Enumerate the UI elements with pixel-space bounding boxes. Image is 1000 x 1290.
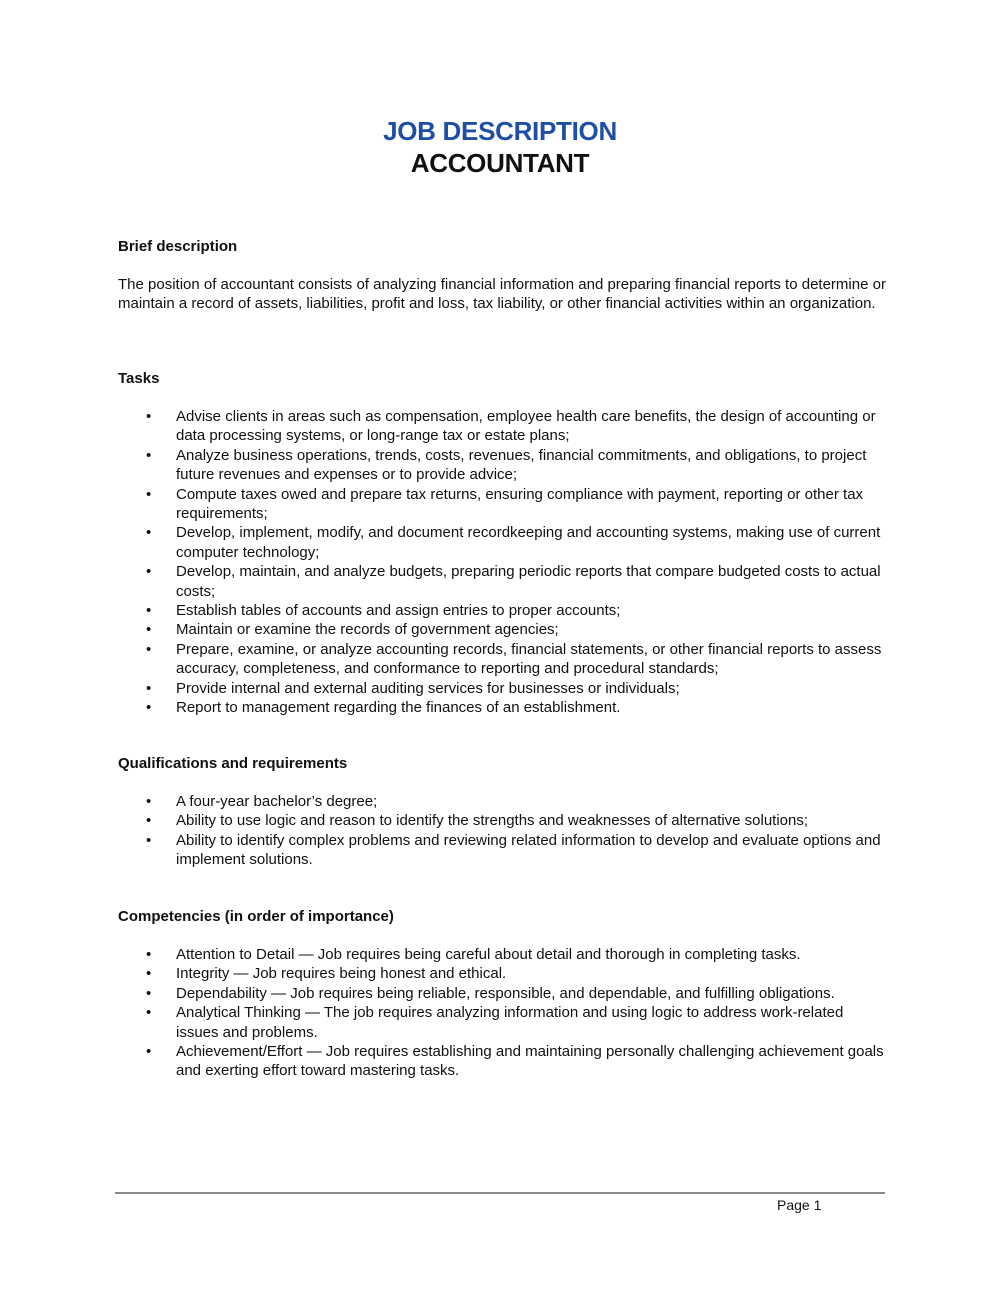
qualification-item <box>118 831 888 870</box>
competency-text: Analytical Thinking — The job requires analyzing information and using logic to address work-related issues and problems. <box>176 1004 844 1041</box>
competency-text: Dependability — Job requires being reliable, responsible, and dependable, and fulfilling obligations. <box>176 984 835 1002</box>
competency-text: Achievement/Effort — Job requires establishing and maintaining personally challenging achievement goals and exerting effort toward mastering tasks. <box>176 1043 884 1080</box>
bullet-icon: • <box>146 408 152 425</box>
task-item <box>118 640 888 679</box>
task-text: Develop, implement, modify, and document recordkeeping and accounting systems, making use of current computer technology; <box>176 524 881 561</box>
brief-description-text: The position of accountant consists of analyzing financial information and preparing financial reports to determine or maintain a record of assets, liabilities, profit and loss, tax liability, or other financial activities within an organization. <box>118 276 886 313</box>
competencies-list <box>118 945 888 1081</box>
competency-text: Attention to Detail — Job requires being careful about detail and thorough in completing tasks. <box>176 946 801 963</box>
task-text: Provide internal and external auditing services for businesses or individuals; <box>176 679 680 697</box>
task-text: Analyze business operations, trends, costs, revenues, financial commitments, and obligations, to project future revenues and expenses or to provide advice; <box>176 446 867 484</box>
bullet-icon: • <box>146 563 152 581</box>
bullet-icon: • <box>146 984 152 1002</box>
bullet-icon: • <box>146 812 152 830</box>
task-text: Establish tables of accounts and assign entries to proper accounts; <box>176 602 621 620</box>
tasks-heading: Tasks <box>118 370 160 387</box>
job-title: ACCOUNTANT <box>410 148 590 178</box>
competency-item <box>118 1003 888 1042</box>
task-text: Report to management regarding the finances of an establishment. <box>176 699 621 717</box>
task-item <box>118 407 888 446</box>
document-title: JOB DESCRIPTION <box>383 116 617 146</box>
bullet-icon: • <box>146 621 152 639</box>
qualification-text: Ability to identify complex problems and reviewing related information to develop and evaluate options and implement solutions. <box>176 831 881 869</box>
qualifications-list <box>118 792 888 870</box>
footer-divider <box>115 1192 885 1194</box>
bullet-icon: • <box>146 446 152 464</box>
bullet-icon: • <box>146 679 152 697</box>
task-item <box>118 679 888 698</box>
task-item <box>118 601 888 620</box>
bullet-icon: • <box>146 485 152 503</box>
bullet-icon: • <box>146 640 152 658</box>
competency-item <box>118 945 888 964</box>
competencies-heading: Competencies (in order of importance) <box>118 908 394 925</box>
competency-item <box>118 984 888 1003</box>
task-item <box>118 523 888 562</box>
competency-item <box>118 964 888 983</box>
brief-description-heading: Brief description <box>118 238 238 255</box>
bullet-icon: • <box>146 1004 152 1022</box>
competency-item <box>118 1042 888 1081</box>
bullet-icon: • <box>146 946 152 963</box>
qualifications-heading: Qualifications and requirements <box>118 755 348 772</box>
task-item <box>118 698 888 717</box>
competency-text: Integrity — Job requires being honest and ethical. <box>176 965 507 983</box>
task-item <box>118 562 888 601</box>
bullet-icon: • <box>146 699 152 717</box>
task-item <box>118 620 888 639</box>
task-text: Prepare, examine, or analyze accounting records, financial statements, or other financial reports to assess accuracy, completeness, and conformance to reporting and procedural standards; <box>176 640 882 678</box>
bullet-icon: • <box>146 965 152 983</box>
task-item <box>118 446 888 485</box>
page-number: Page 1 <box>777 1197 822 1213</box>
qualification-text: Ability to use logic and reason to identify the strengths and weaknesses of alternative solutions; <box>176 812 809 830</box>
bullet-icon: • <box>146 602 152 620</box>
bullet-icon: • <box>146 831 152 849</box>
qualification-item <box>118 792 888 811</box>
task-text: Maintain or examine the records of government agencies; <box>176 621 559 639</box>
title-block <box>0 115 1000 179</box>
bullet-icon: • <box>146 1043 152 1061</box>
qualification-item <box>118 811 888 830</box>
task-text: Advise clients in areas such as compensation, employee health care benefits, the design of accounting or data processing systems, or long-range tax or estate plans; <box>176 408 876 445</box>
qualification-text: A four-year bachelor’s degree; <box>176 793 378 810</box>
tasks-list <box>118 407 888 718</box>
task-item <box>118 485 888 524</box>
bullet-icon: • <box>146 524 152 542</box>
task-text: Develop, maintain, and analyze budgets, preparing periodic reports that compare budgeted costs to actual costs; <box>176 563 881 600</box>
bullet-icon: • <box>146 793 152 810</box>
task-text: Compute taxes owed and prepare tax returns, ensuring compliance with payment, reporting or other tax requirements; <box>176 485 864 523</box>
